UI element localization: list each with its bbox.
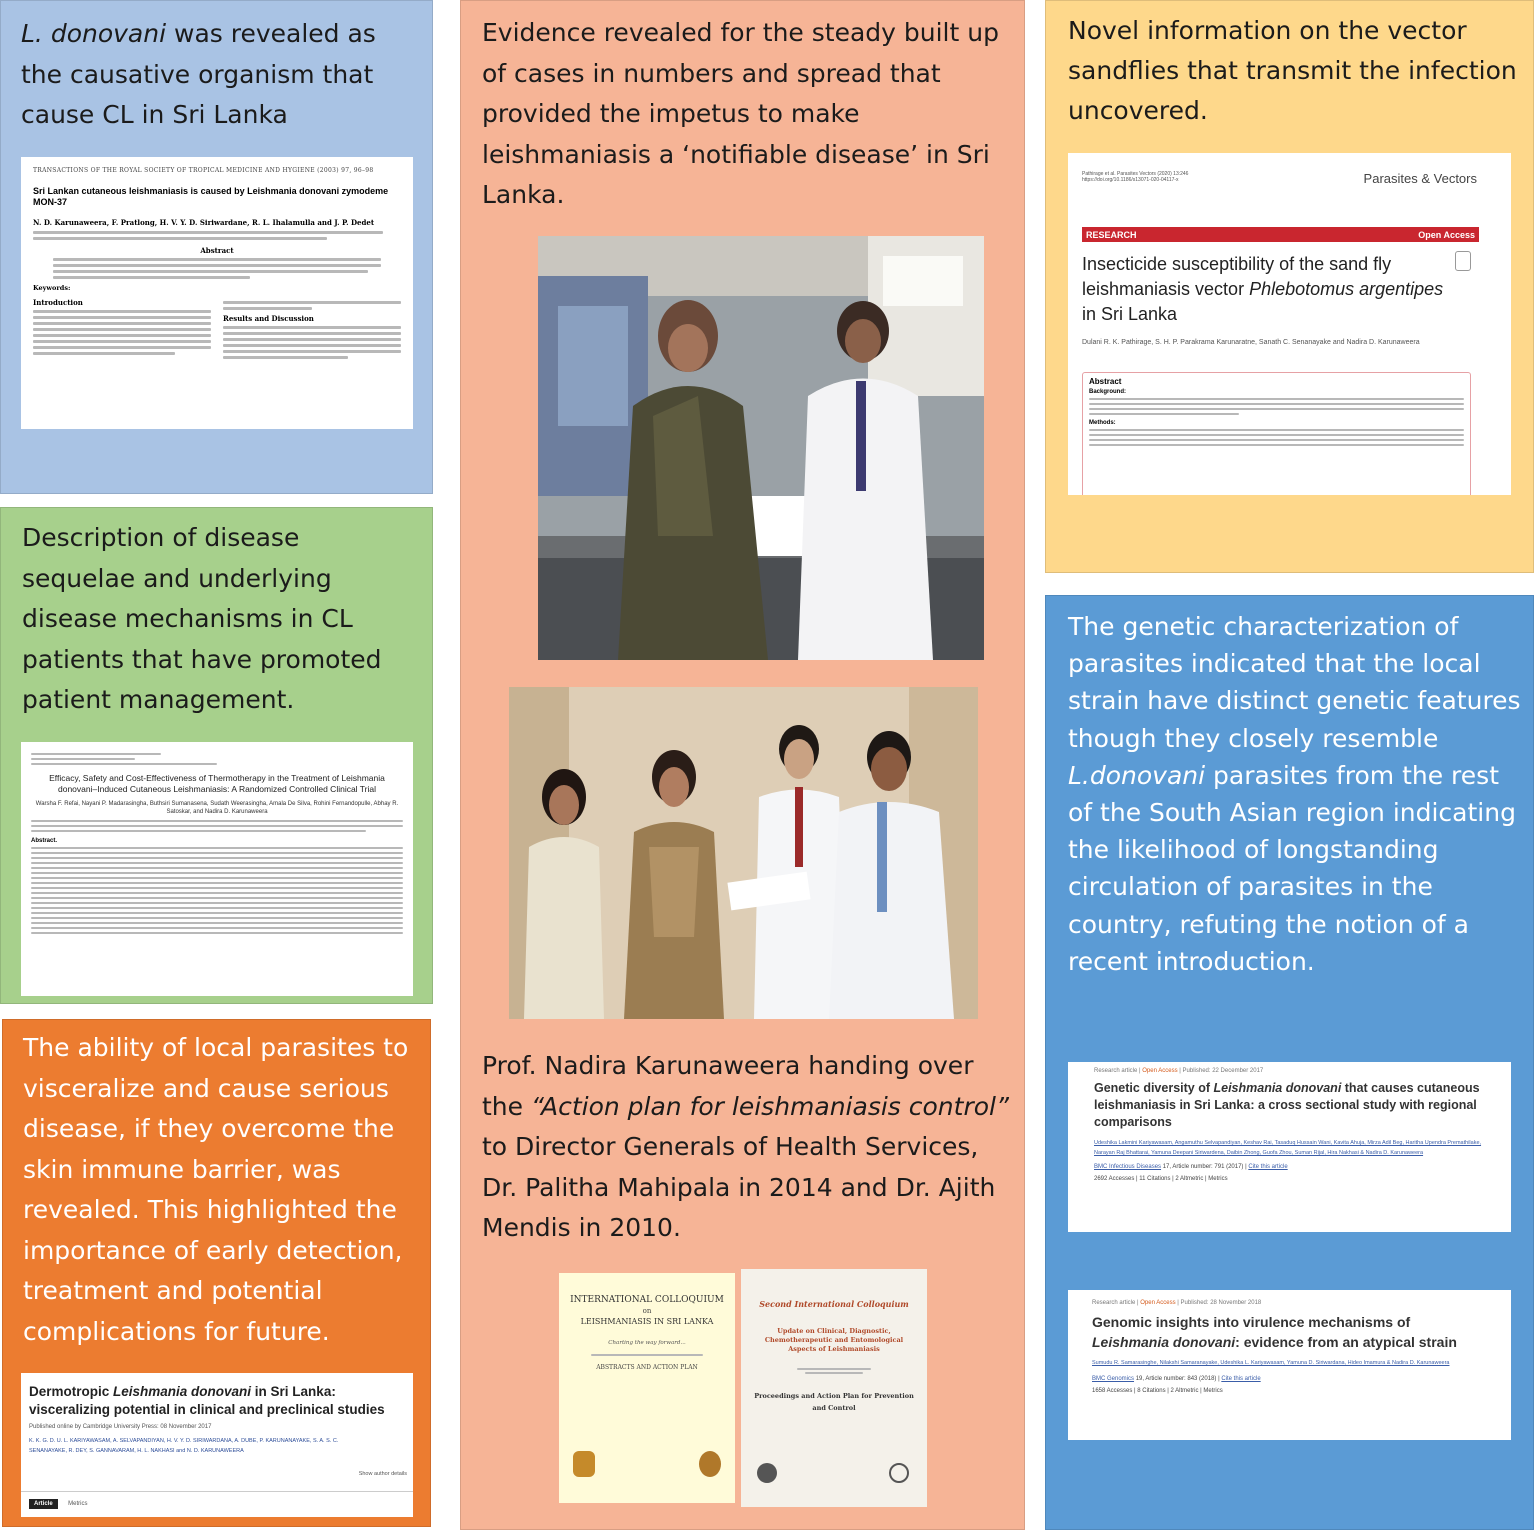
paper-card-genomic-insights (1068, 1290, 1511, 1440)
panel-e-text: Novel information on the vector sandflies that transmit the infection uncovered. (1068, 16, 1517, 125)
emblem-right-icon (889, 1463, 909, 1483)
card1-meta-pub: Published: 22 December 2017 (1182, 1068, 1264, 1074)
thumb-title-pre: Dermotropic (29, 1384, 114, 1399)
card1-cite-link[interactable]: Cite this article (1248, 1164, 1288, 1170)
photo-handover-2014-image (538, 236, 984, 660)
abstract-box (1082, 372, 1471, 495)
card2-title-pre: Genomic insights into virulence mechanisms of (1092, 1314, 1411, 1330)
thumb-title: Efficacy, Safety and Cost-Effectiveness of Thermotherapy in the Treatment of Leishmania donovani–Induced Cutaneous Leishmaniasis: A Randomized Controlled Clinical Trial (49, 773, 385, 794)
paper-thumbnail-insecticide (1068, 153, 1511, 495)
card2-metrics: 1658 Accesses | 8 Citations | 2 Altmetric | Metrics (1092, 1388, 1223, 1394)
research-banner (1082, 227, 1479, 242)
thumb-keywords: Keywords: (33, 284, 71, 292)
paper-card-genetic-diversity (1068, 1062, 1511, 1232)
thumb-title-post: in Sri Lanka: visceralizing potential in clinical and preclinical studies (29, 1384, 385, 1417)
caption-italic: “Action plan for leishmaniasis control” (530, 1091, 1009, 1121)
thumb-title-post: in Sri Lanka (1082, 304, 1178, 324)
card1-authors[interactable]: Udeshika Lakmini Kariyawasam, Angamuthu Selvapandiyan, Keshav Rai, Tasaduq Hussain Wani, Kavita Ahuja, Mirza Adil Beg, Haritha Upendra Premathilake, Narayan Raj Bhattarai, Yamuna Deepani Siriwardena, Daibin Zhong, Guofa Zhou, Suman Rijal, Hira Nakhasi & Nadira D. Karunaweera (1094, 1140, 1482, 1156)
card1-title-pre: Genetic diversity of (1094, 1081, 1214, 1095)
card2-cite: 19, Article number: 843 (2018) (1135, 1376, 1217, 1382)
panel-f-text-1: The genetic characterization of parasites indicated that the local strain have distinct genetic features though they closely resemble (1068, 612, 1521, 753)
paper-thumbnail-dermotropic (21, 1373, 413, 1517)
tab-article[interactable]: Article (29, 1499, 58, 1509)
caption-pre: Prof. Nadira Karunaweera handing over the (482, 1051, 974, 1121)
background-label: Background: (1089, 389, 1127, 395)
caption-post: to Director Generals of Health Services, Dr. Palitha Mahipala in 2014 and Dr. Ajith Mendis in 2010. (482, 1132, 996, 1242)
thumb-authors: K. K. G. D. U. L. KARIYAWASAM, A. SELVAPANDIYAN, H. V. Y. D. SIRIWARDANA, A. DUBE, P. KARUNANAYAKE, S. A. S. C. SENANAYAKE, R. DEY, S. GANNAVARAM, H. L. NAKHASI and N. D. KARUNAWEERA (29, 1438, 339, 1454)
card2-title-italic: Leishmania donovani (1092, 1334, 1236, 1350)
card2-meta-pub: Published: 28 November 2018 (1180, 1300, 1262, 1306)
methods-label: Methods: (1089, 420, 1116, 426)
card1-meta-oa: Open Access (1142, 1068, 1178, 1074)
card2-cite-link[interactable]: Cite this article (1221, 1376, 1261, 1382)
thumb-abstract-head: Abstract (200, 246, 234, 255)
card2-meta: Research article | Open Access | Published: 28 November 2018 (1092, 1300, 1262, 1306)
panel-b-text: Description of disease sequelae and underlying disease mechanisms in CL patients that have promoted patient management. (22, 523, 382, 714)
card1-metrics: 2692 Accesses | 11 Citations | 2 Altmetric | Metrics (1094, 1176, 1228, 1182)
open-access-label: Open Access (1418, 229, 1475, 240)
panel-genetic-characterization (1045, 595, 1534, 1530)
check-updates-icon (1455, 251, 1471, 271)
thumb-title-pre: Insecticide susceptibility of the sand fly leishmaniasis vector (1082, 254, 1392, 299)
book2-line2: Update on Clinical, Diagnostic, Chemotherapeutic and Entomological Aspects of Leishmaniasis (764, 1327, 904, 1353)
abstract-label: Abstract (1089, 377, 1122, 386)
panel-visceralization (2, 1019, 431, 1527)
card2-journal[interactable]: BMC Genomics (1092, 1376, 1135, 1382)
photo-handover-2010-image (509, 687, 978, 1019)
panel-f-text-2: parasites from the rest of the South Asian region indicating the likelihood of longstanding circulation of parasites in the country, refuting the notion of a recent introduction. (1068, 760, 1516, 976)
thumb-title (1082, 252, 1452, 327)
book1-line2: on (642, 1307, 652, 1315)
card1-meta: Research article | Open Access | Published: 22 December 2017 (1094, 1068, 1264, 1074)
research-label: RESEARCH (1086, 229, 1137, 240)
thumb-cite: Pathirage et al. Parasites Vectors (2020) 13:246 (1082, 171, 1189, 177)
thumb-authors: N. D. Karunaweera, F. Pratlong, H. V. Y. D. Siriwardane, R. L. Ihalamulla and J. P. Dedet (33, 218, 375, 227)
thumb-doi: https://doi.org/10.1186/s13071-020-04117-x (1082, 177, 1179, 183)
card1-title (1094, 1080, 1485, 1131)
card1-cite-row: BMC Infectious Diseases 17, Article number: 791 (2017) | Cite this article (1094, 1164, 1288, 1170)
thumb-results: Results and Discussion (223, 314, 314, 323)
panel-c-text: The ability of local parasites to visceralize and cause serious disease, if they overcome the skin immune barrier, was revealed. This highlighted the importance of early detection, treatment and potential complications for future. (23, 1033, 409, 1346)
thumb-tabs (21, 1491, 413, 1517)
paper-thumbnail-thermotherapy (21, 742, 413, 996)
book2-line3: Proceedings and Action Plan for Prevention and Control (754, 1392, 914, 1412)
paper-thumbnail-mon37 (21, 157, 413, 429)
card2-cite-row: BMC Genomics 19, Article number: 843 (2018) | Cite this article (1092, 1376, 1261, 1382)
tab-metrics[interactable]: Metrics (68, 1501, 88, 1507)
thumb-title (29, 1383, 405, 1419)
thumb-journal: Parasites & Vectors (1363, 171, 1477, 186)
card2-title (1092, 1312, 1487, 1352)
book1-line1: INTERNATIONAL COLLOQUIUM (570, 1295, 724, 1305)
card1-title-post: that causes cutaneous leishmaniasis in Sri Lanka: a cross sectional study with regional comparisons (1094, 1081, 1480, 1129)
emblem-left-icon (757, 1463, 777, 1483)
card2-title-post: : evidence from an atypical strain (1235, 1334, 1457, 1350)
thumb-authors: Dulani R. K. Pathirage, S. H. P. Parakrama Karunaratne, Sanath C. Senanayake and Nadira D. Karunaweera (1082, 339, 1420, 346)
panel-a-text-italic: L. donovani (21, 19, 167, 48)
thumb-journal: TRANSACTIONS OF THE ROYAL SOCIETY OF TROPICAL MEDICINE AND HYGIENE (2003) 97, 96–98 (33, 167, 374, 174)
thumb-title-italic: Leishmania donovani (113, 1384, 252, 1399)
panel-f-text-italic: L.donovani (1068, 760, 1206, 790)
book-cover-colloquium-2 (741, 1269, 927, 1507)
panel-d-text: Evidence revealed for the steady built up of cases in numbers and spread that provided the impetus to make leishmaniasis a ‘notifiable disease’ in Sri Lanka. (482, 18, 999, 209)
thumb-published: Published online by Cambridge University Press: 08 November 2017 (29, 1424, 212, 1430)
thumb-title: Sri Lankan cutaneous leishmaniasis is caused by Leishmania donovani zymodeme MON-37 (33, 186, 389, 207)
card2-meta-type: Research article (1092, 1300, 1136, 1306)
card1-journal[interactable]: BMC Infectious Diseases (1094, 1164, 1162, 1170)
panel-vector-sandflies (1045, 0, 1534, 573)
thumb-abstract: Abstract. (31, 838, 58, 844)
crest-right-icon (699, 1451, 721, 1477)
panel-causative-organism (0, 0, 433, 494)
card2-meta-oa: Open Access (1140, 1300, 1176, 1306)
book1-line3: LEISHMANIASIS IN SRI LANKA (580, 1317, 714, 1326)
photo-handover-2010 (509, 687, 978, 1019)
crest-left-icon (573, 1451, 595, 1477)
card1-meta-type: Research article (1094, 1068, 1138, 1074)
panel-notifiable-disease (460, 0, 1025, 1530)
photo-caption (482, 1046, 1012, 1249)
show-author-details-link[interactable]: Show author details (358, 1471, 407, 1477)
book-cover-colloquium-1 (559, 1273, 735, 1503)
card1-cite: 17, Article number: 791 (2017) (1162, 1164, 1244, 1170)
thumb-authors: Warsha F. Refai, Nayani P. Madarasingha, Buthsiri Sumanasena, Sudath Weerasingha, Amala De Silva, Rohini Fernandopulle, Abhay R. Satoskar, and Nadira D. Karunaweera (35, 801, 399, 815)
panel-a-text (21, 14, 421, 136)
card1-title-italic: Leishmania donovani (1213, 1081, 1342, 1095)
thumb-intro: Introduction (33, 298, 83, 307)
panel-disease-sequelae (0, 507, 433, 1004)
photo-handover-2014 (538, 236, 984, 660)
panel-f-text (1068, 608, 1528, 980)
book2-line1: Second International Colloquium (759, 1299, 909, 1309)
book1-line4: Charting the way forward... (608, 1340, 686, 1346)
card2-authors[interactable]: Sumudu R. Samarasinghe, Nilakshi Samaranayake, Udeshika L. Kariyawasam, Yamuna D. Siriwardana, Hideo Imamura & Nadira D. Karunaweera (1092, 1360, 1450, 1366)
panel-a-text-rest: was revealed as the causative organism that cause CL in Sri Lanka (21, 19, 376, 129)
book1-line5: ABSTRACTS AND ACTION PLAN (596, 1364, 698, 1371)
thumb-title-italic: Phlebotomus argentipes (1249, 279, 1444, 299)
